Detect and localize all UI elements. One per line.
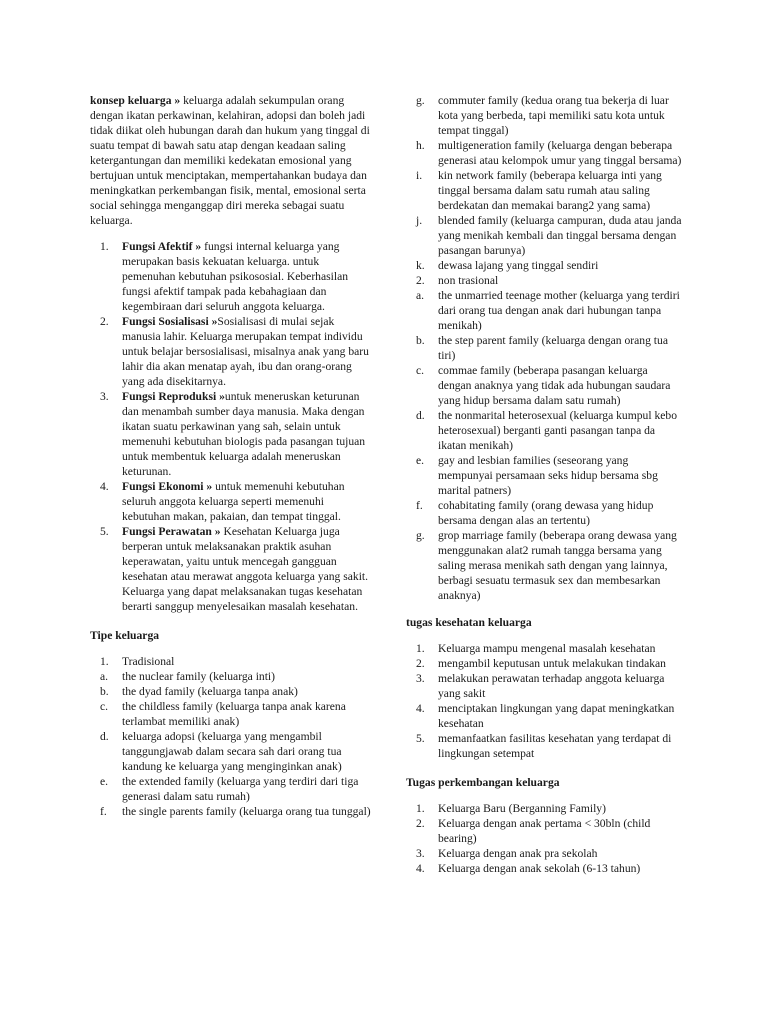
item-text: grop marriage family (beberapa orang dewasa yang menggunakan alat2 rumah tangga bersama yang saling merasa menikah sath dengan yang lainnya, berbagi sesuatu termasuk sex dan membesarkan anaknya) xyxy=(438,529,677,602)
item-text: blended family (keluarga campuran, duda atau janda yang menikah kembali dan tinggal bersama dengan pasangan barunya) xyxy=(438,214,682,257)
right-column xyxy=(406,93,682,876)
item-text: Sosialisasi di mulai sejak manusia lahir. Keluarga merupakan tempat individu untuk belajar bersosialisasi, misalnya anak yang baru lahir dia akan menatap ayah, ibu dan orang-orang yang ada disekitarnya. xyxy=(122,315,369,388)
item-text: Keluarga mampu mengenal masalah kesehatan xyxy=(438,642,656,655)
item-text: the extended family (keluarga yang terdiri dari tiga generasi dalam satu rumah) xyxy=(122,775,359,803)
item-text: the childless family (keluarga tanpa anak karena terlambat memiliki anak) xyxy=(122,700,346,728)
tipe-keluarga-list xyxy=(90,654,372,819)
item-text: Kesehatan Keluarga juga berperan untuk melaksanakan praktik asuhan keperawatan, yaitu untuk mencegah gangguan kesehatan atau merawat anggota keluarga yang sakit. Keluarga yang dapat melaksanakan tugas kesehatan berarti sanggup menyelesaikan masalah kesehatan. xyxy=(122,525,369,613)
list-item xyxy=(90,774,372,804)
item-text: melakukan perawatan terhadap anggota keluarga yang sakit xyxy=(438,672,665,700)
list-marker: 2. xyxy=(416,274,425,287)
tugas-perkembangan-list xyxy=(406,801,682,876)
list-marker: 1. xyxy=(100,655,109,668)
list-item xyxy=(406,333,682,363)
list-item xyxy=(406,213,682,258)
list-marker: f. xyxy=(100,805,107,818)
item-text: commuter family (kedua orang tua bekerja di luar kota yang berbeda, tapi memiliki satu kota untuk tempat tinggal) xyxy=(438,94,669,137)
list-item xyxy=(406,671,682,701)
list-marker: e. xyxy=(100,775,109,788)
list-item xyxy=(90,479,372,524)
item-text: the unmarried teenage mother (keluarga yang terdiri dari orang tua dengan anak dari hubungan tanpa menikah) xyxy=(438,289,680,332)
list-marker: g. xyxy=(416,94,425,107)
item-text: commae family (beberapa pasangan keluarga dengan anaknya yang tidak ada hubungan saudara yang hidup bersama dalam satu rumah) xyxy=(438,364,671,407)
list-item xyxy=(406,138,682,168)
item-text: Keluarga Baru (Berganning Family) xyxy=(438,802,606,815)
item-text: the nonmarital heterosexual (keluarga kumpul kebo heterosexual) berganti ganti pasangan tanpa da ikatan menikah) xyxy=(438,409,677,452)
list-item xyxy=(406,861,682,876)
item-text: keluarga adopsi (keluarga yang mengambil tanggungjawab dalam secara sah dari orang tua kandung ke keluarga yang menginginkan anak) xyxy=(122,730,342,773)
item-text: Keluarga dengan anak sekolah (6-13 tahun) xyxy=(438,862,641,875)
list-item xyxy=(90,684,372,699)
list-marker: j. xyxy=(416,214,423,227)
list-marker: i. xyxy=(416,169,423,182)
item-text: untuk meneruskan keturunan dan menambah sumber daya manusia. Maka dengan ikatan suatu perkawinan yang sah, selain untuk memenuhi kebutuhan biologis pada pasangan tujuan untuk membentuk keluarga adalah meneruskan keturunan. xyxy=(122,390,366,478)
list-item xyxy=(90,804,372,819)
item-text: the single parents family (keluarga orang tua tunggal) xyxy=(122,805,371,818)
list-item xyxy=(90,654,372,669)
list-marker: e. xyxy=(416,454,425,467)
list-item xyxy=(406,528,682,603)
item-term: Fungsi Ekonomi » xyxy=(122,480,213,493)
list-item xyxy=(406,453,682,498)
list-item xyxy=(90,239,372,314)
item-text: gay and lesbian families (seseorang yang mempunyai persamaan seks hidup bersama sbg marital patners) xyxy=(438,454,658,497)
list-marker: b. xyxy=(416,334,425,347)
list-marker: 2. xyxy=(416,657,425,670)
list-marker: 2. xyxy=(100,315,109,328)
list-item xyxy=(406,363,682,408)
konsep-keluarga-paragraph xyxy=(90,93,372,228)
list-item xyxy=(406,258,682,273)
item-term: Fungsi Afektif » xyxy=(122,240,202,253)
list-item xyxy=(90,389,372,479)
list-marker: 1. xyxy=(100,240,109,253)
left-column xyxy=(90,93,372,819)
item-text: multigeneration family (keluarga dengan beberapa generasi atau kelompok umur yang tinggal bersama) xyxy=(438,139,682,167)
tipe-keluarga-heading: Tipe keluarga xyxy=(90,629,160,642)
list-item xyxy=(90,699,372,729)
list-marker: g. xyxy=(416,529,425,542)
list-marker: 1. xyxy=(416,802,425,815)
list-marker: 1. xyxy=(416,642,425,655)
list-item xyxy=(406,656,682,671)
list-item xyxy=(406,846,682,861)
item-text: kin network family (beberapa keluarga inti yang tinggal bersama dalam satu rumah atau saling berdekatan dan memakai barang2 yang sama) xyxy=(438,169,662,212)
item-text: untuk memenuhi kebutuhan seluruh anggota keluarga seperti memenuhi kebutuhan makan, pakaian, dan tempat tinggal. xyxy=(122,480,345,523)
list-item xyxy=(406,641,682,656)
list-item xyxy=(406,168,682,213)
list-marker: c. xyxy=(416,364,425,377)
list-marker: 4. xyxy=(416,702,425,715)
item-term: Fungsi Perawatan » xyxy=(122,525,221,538)
list-item xyxy=(406,93,682,138)
list-item xyxy=(90,314,372,389)
list-marker: h. xyxy=(416,139,425,152)
list-item xyxy=(406,498,682,528)
list-marker: f. xyxy=(416,499,423,512)
item-term: Fungsi Sosialisasi » xyxy=(122,315,218,328)
list-marker: 3. xyxy=(416,847,425,860)
item-text: the step parent family (keluarga dengan orang tua tiri) xyxy=(438,334,668,362)
list-marker: b. xyxy=(100,685,109,698)
item-text: menciptakan lingkungan yang dapat meningkatkan kesehatan xyxy=(438,702,675,730)
tugas-kesehatan-list xyxy=(406,641,682,761)
list-marker: 3. xyxy=(416,672,425,685)
list-item xyxy=(406,731,682,761)
item-text: dewasa lajang yang tinggal sendiri xyxy=(438,259,599,272)
list-marker: 4. xyxy=(100,480,109,493)
item-text: the nuclear family (keluarga inti) xyxy=(122,670,276,683)
list-item xyxy=(90,729,372,774)
item-text: fungsi internal keluarga yang merupakan basis kekuatan keluarga. untuk pemenuhan kebutuhan psikososial. Keberhasilan fungsi afektif tampak pada kebahagiaan dan kegembiraan dari seluruh anggota keluarga. xyxy=(122,240,349,313)
list-marker: c. xyxy=(100,700,109,713)
list-marker: d. xyxy=(100,730,109,743)
list-item xyxy=(90,524,372,614)
item-text: cohabitating family (orang dewasa yang hidup bersama dengan alas an tertentu) xyxy=(438,499,654,527)
tugas-kesehatan-heading: tugas kesehatan keluarga xyxy=(406,616,532,629)
fungsi-keluarga-list xyxy=(90,239,372,614)
list-marker: a. xyxy=(416,289,425,302)
konsep-keluarga-term: konsep keluarga » xyxy=(90,94,181,107)
list-marker: 3. xyxy=(100,390,109,403)
list-marker: 5. xyxy=(100,525,109,538)
konsep-keluarga-text: keluarga adalah sekumpulan orang dengan ikatan perkawinan, kelahiran, adopsi dan boleh jadi tidak diikat oleh hubungan darah dan hukum yang tinggal di suatu tempat di bawah satu atap dengan keadaan saling ketergantungan dan memiliki kedekatan emosional yang bertujuan untuk menciptakan, mempertahankan budaya dan meningkatkan perkembangan fisik, mental, emosional serta social sehingga menganggap diri mereka sebagai suatu keluarga. xyxy=(90,94,370,227)
item-text: Keluarga dengan anak pertama < 30bln (child bearing) xyxy=(438,817,651,845)
item-text: mengambil keputusan untuk melakukan tindakan xyxy=(438,657,666,670)
tugas-perkembangan-heading: Tugas perkembangan keluarga xyxy=(406,776,560,789)
item-text: the dyad family (keluarga tanpa anak) xyxy=(122,685,298,698)
item-text: Tradisional xyxy=(122,655,175,668)
list-item xyxy=(406,801,682,816)
list-item xyxy=(406,701,682,731)
tipe-keluarga-continued-list xyxy=(406,93,682,603)
list-marker: d. xyxy=(416,409,425,422)
list-marker: 2. xyxy=(416,817,425,830)
list-marker: 4. xyxy=(416,862,425,875)
list-item xyxy=(406,288,682,333)
list-item xyxy=(406,408,682,453)
item-text: Keluarga dengan anak pra sekolah xyxy=(438,847,598,860)
item-text: memanfaatkan fasilitas kesehatan yang terdapat di lingkungan setempat xyxy=(438,732,672,760)
list-item xyxy=(406,273,682,288)
item-term: Fungsi Reproduksi » xyxy=(122,390,225,403)
list-marker: k. xyxy=(416,259,425,272)
item-text: non trasional xyxy=(438,274,499,287)
list-item xyxy=(90,669,372,684)
list-marker: a. xyxy=(100,670,109,683)
list-item xyxy=(406,816,682,846)
list-marker: 5. xyxy=(416,732,425,745)
